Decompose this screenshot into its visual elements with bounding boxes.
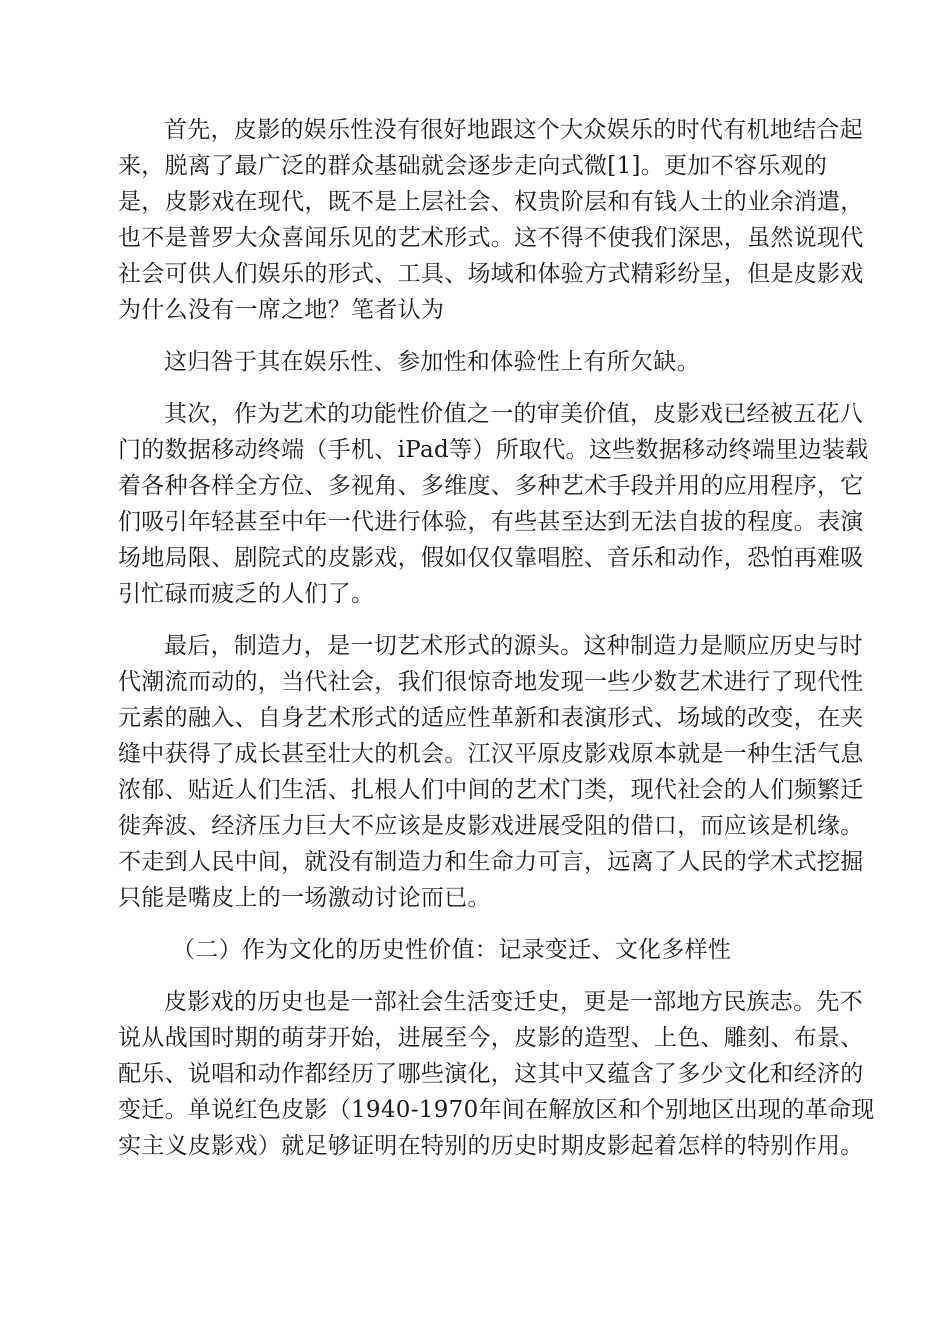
text-line: 缝中获得了成长甚至壮大的机会。江汉平原皮影戏原本就是一种生活气息	[118, 741, 864, 767]
text-line: 只能是嘴皮上的一场激动讨论而已。	[118, 885, 491, 911]
text-line: 元素的融入、自身艺术形式的适应性革新和表演形式、场域的改变，在夹	[118, 705, 864, 731]
text-line: 为什么没有一席之地？笔者认为	[118, 297, 445, 323]
paragraph-conclusion	[118, 344, 833, 380]
text-line: 代潮流而动的，当代社会，我们很惊奇地发现一些少数艺术进行了现代性	[118, 669, 864, 695]
paragraph-history	[118, 984, 875, 1164]
text-line: 们吸引年轻甚至中年一代进行体验，有些甚至达到无法自拔的程度。表演	[118, 509, 864, 535]
text-line: 引忙碌而疲乏的人们了。	[118, 581, 375, 607]
text-line: 其次，作为艺术的功能性价值之一的审美价值，皮影戏已经被五花八	[164, 401, 863, 427]
section-heading: （二）作为文化的历史性价值：记录变迁、文化多样性	[172, 937, 732, 963]
text-line: 实主义皮影戏）就足够证明在特别的历史时期皮影起着怎样的特别作用。	[118, 1133, 864, 1159]
text-line: 来，脱离了最广泛的群众基础就会逐步走向式微[1]。更加不容乐观的	[118, 153, 828, 179]
text-line: 最后，制造力，是一切艺术形式的源头。这种制造力是顺应历史与时	[164, 633, 863, 659]
text-line: 浓郁、贴近人们生活、扎根人们中间的艺术门类，现代社会的人们频繁迁	[118, 777, 864, 803]
text-line: 着各种各样全方位、多视角、多维度、多种艺术手段并用的应用程序，它	[118, 473, 864, 499]
text-line: 徙奔波、经济压力巨大不应该是皮影戏进展受阻的借口，而应该是机缘。	[118, 813, 864, 839]
paragraph-creativity	[118, 628, 864, 916]
document-page	[118, 112, 875, 1164]
text-line: 是，皮影戏在现代，既不是上层社会、权贵阶层和有钱人士的业余消遣，	[118, 189, 864, 215]
text-line: 说从战国时期的萌芽开始，进展至今，皮影的造型、上色、雕刻、布景、	[118, 1025, 864, 1051]
paragraph-entertainment	[118, 112, 864, 328]
text-line: 变迁。单说红色皮影（1940-1970年间在解放区和个别地区出现的革命现	[118, 1097, 875, 1123]
paragraph-aesthetic-value	[118, 396, 869, 612]
text-line: 这归咎于其在娱乐性、参加性和体验性上有所欠缺。	[164, 349, 700, 375]
text-line: 配乐、说唱和动作都经历了哪些演化，这其中又蕴含了多少文化和经济的	[118, 1061, 864, 1087]
text-line: 不走到人民中间，就没有制造力和生命力可言，远离了人民的学术式挖掘	[118, 849, 864, 875]
text-line: 门的数据移动终端（手机、iPad等）所取代。这些数据移动终端里边装载	[118, 437, 869, 463]
text-line: 场地局限、剧院式的皮影戏，假如仅仅靠唱腔、音乐和动作，恐怕再难吸	[118, 545, 864, 571]
text-line: 社会可供人们娱乐的形式、工具、场域和体验方式精彩纷呈，但是皮影戏	[118, 261, 864, 287]
text-line: 首先，皮影的娱乐性没有很好地跟这个大众娱乐的时代有机地结合起	[164, 117, 863, 143]
text-line: 也不是普罗大众喜闻乐见的艺术形式。这不得不使我们深思，虽然说现代	[118, 225, 864, 251]
text-line: 皮影戏的历史也是一部社会生活变迁史，更是一部地方民族志。先不	[164, 989, 863, 1015]
